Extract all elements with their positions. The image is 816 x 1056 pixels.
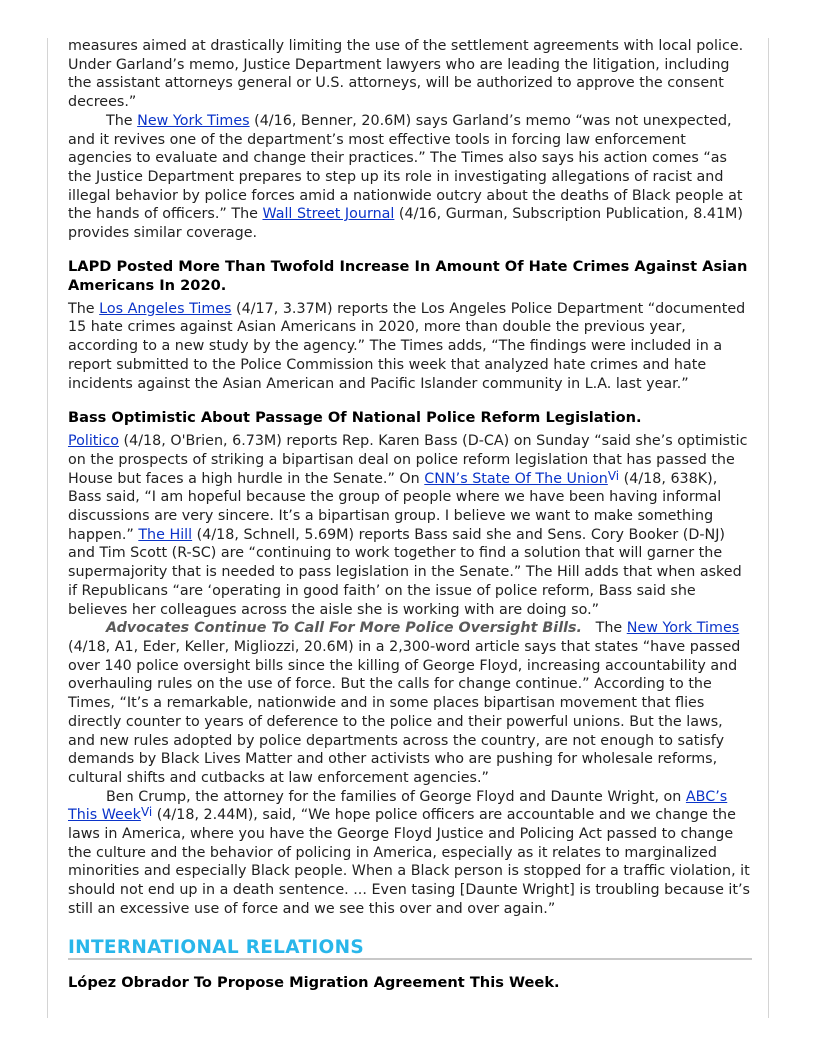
video-indicator[interactable]: Vi <box>140 805 153 820</box>
link-politico[interactable]: Politico <box>68 433 119 450</box>
headline-lapd-hate-crimes: LAPD Posted More Than Twofold Increase In Amount Of Hate Crimes Against Asian Americans In 2020. <box>68 257 748 294</box>
paragraph-continued: measures aimed at drastically limiting the use of the settlement agreements with local police. Under Garland’s memo, Justice Department lawyers who are leading the litigation, including the assistant attorneys general or U.S. attorneys, will be authorized to approve the consent decrees.” <box>68 38 744 111</box>
link-cnn-state-of-the-union[interactable]: CNN’s State Of The Union <box>424 470 608 487</box>
link-wall-street-journal[interactable]: Wall Street Journal <box>262 206 395 223</box>
link-los-angeles-times[interactable]: Los Angeles Times <box>99 300 232 317</box>
paragraph-nyt-garland: The New York Times (4/16, Benner, 20.6M) says Garland’s memo “was not unexpected, and it revives one of the department’s most effective tools in forcing law enforcement agencies to evaluate and change their practices.” The Times also says his action comes “as the Justice Department prepares to step up its role in investigating allegations of racist and illegal behavior by police forces amid a nationwide outcry about the deaths of Black people at the hands of officers.” The Wall Street Journal (4/16, Gurman, Subscription Publication, 8.41M) provides similar coverage. <box>68 112 743 242</box>
video-indicator[interactable]: Vi <box>607 468 620 483</box>
paragraph-oversight-bills: Advocates Continue To Call For More Police Oversight Bills. The New York Times (4/18, A1, Eder, Keller, Migliozzi, 20.6M) in a 2,300-word article says that states “have passed over 140 police oversight bills since the killing of George Floyd, increasing accountability and overhauling rules on the use of force. But the calls for change continue.” According to the Times, “It’s a remarkable, nationwide and in some places bipartisan movement that flies directly counter to years of deference to the police and their powerful unions. But the laws, and new rules adopted by police departments across the country, are not enough to satisfy demands by Black Lives Matter and other activists who are pushing for wholesale reforms, cultural shifts and cutbacks at law enforcement agencies.” <box>68 620 741 786</box>
right-margin-rule <box>768 38 769 1018</box>
link-new-york-times-2[interactable]: New York Times <box>626 620 740 637</box>
subhead-advocates: Advocates Continue To Call For More Police Oversight Bills. <box>106 620 582 637</box>
paragraph-politico: Politico (4/18, O'Brien, 6.73M) reports Rep. Karen Bass (D-CA) on Sunday “said she’s optimistic on the prospects of striking a bipartisan deal on police reform legislation that has passed the House but faces a high hurdle in the Senate.” On CNN’s State Of The Union$^{Vi}$ (4/18, 638K), Bass said, “I am hopeful because the group of people where we have been having informal discussions are very sincere. It’s a bipartisan group. I believe we want to make something happen.” The Hill (4/18, Schnell, 5.69M) reports Bass said she and Sens. Cory Booker (D-NJ) and Tim Scott (R-SC) are “continuing to work together to find a solution that will garner the supermajority that is needed to pass legislation in the Senate.” The Hill adds that when asked if Republicans “are ‘operating in good faith’ on the issue of police reform, Bass said she believes her colleagues across the aisle she is working with are doing so.” <box>68 433 748 618</box>
paragraph-ben-crump: Ben Crump, the attorney for the families of George Floyd and Daunte Wright, on ABC’s This Week$^{Vi}$ (4/18, 2.44M), said, “We hope police officers are accountable and we change the laws in America, where you have the George Floyd Justice and Policing Act passed to change the culture and the behavior of policing in America, especially as it relates to marginalized minorities and especially Black people. When a Black person is stopped for a traffic violation, it should not end up in a death sentence. ... Even tasing [Daunte Wright] is troubling because it’s still an excessive use of force and we see this over and over again.” <box>68 788 750 917</box>
left-margin-rule <box>47 38 48 1018</box>
link-new-york-times[interactable]: New York Times <box>137 112 250 129</box>
document-body <box>68 37 752 992</box>
headline-lopez-obrador: López Obrador To Propose Migration Agreement This Week. <box>68 974 560 992</box>
paragraph-la-times: The Los Angeles Times (4/17, 3.37M) reports the Los Angeles Police Department “documented 15 hate crimes against Asian Americans in 2020, more than double the previous year, according to a new study by the agency.” The Times adds, “The findings were included in a report submitted to the Police Commission this week that analyzed hate crimes and hate incidents against the Asian American and Pacific Islander community in L.A. last year.” <box>68 300 746 392</box>
link-abcs-this-week[interactable]: ABC’s This Week <box>68 788 728 824</box>
headline-bass-optimistic: Bass Optimistic About Passage Of National Police Reform Legislation. <box>68 409 642 427</box>
section-title-international-relations: INTERNATIONAL RELATIONS <box>68 939 752 961</box>
link-the-hill[interactable]: The Hill <box>138 526 193 543</box>
